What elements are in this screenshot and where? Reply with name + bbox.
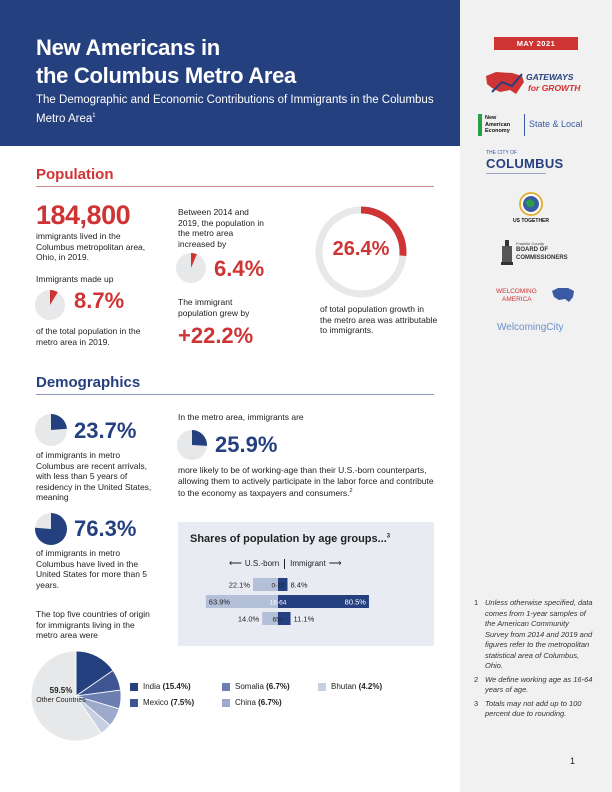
legend-swatch xyxy=(130,699,138,707)
columbus-main-text: COLUMBUS xyxy=(486,156,564,171)
category-label-16-64: 16-64 xyxy=(269,599,287,607)
subtitle-text: The Demographic and Economic Contributions of Immigrants in the Columbus Metro Area xyxy=(36,94,434,125)
subtitle-footnote-ref: 1 xyxy=(92,113,96,119)
long-desc: of immigrants in metro Columbus have lived in the United States for more than 5 years. xyxy=(36,548,148,590)
nae-text-1: New xyxy=(485,115,497,121)
franklin-county-logo xyxy=(500,238,568,270)
legend-swatch xyxy=(318,683,326,691)
category-label-65+: 65+ xyxy=(272,616,284,624)
population-rule xyxy=(36,186,434,187)
demographics-rule xyxy=(36,394,434,395)
legend-swatch xyxy=(130,683,138,691)
recent-pie-icon xyxy=(34,413,68,447)
share-desc: of total population growth in the metro area was attributable to immigrants. xyxy=(320,304,438,335)
other-countries-pct: 59.5% xyxy=(49,686,73,695)
made-up-pct: 8.7% xyxy=(74,288,125,313)
footnotes xyxy=(474,598,594,720)
gateways-for-growth-logo xyxy=(482,68,592,102)
nae-divider xyxy=(524,114,525,136)
top5-text: The top five countries of origin for immigrants living in the metro area were xyxy=(36,609,150,640)
nae-text-2: American xyxy=(485,121,511,128)
columbus-top-text: THE CITY OF xyxy=(486,150,518,156)
gateways-text-2: for GROWTH xyxy=(528,83,581,93)
other-countries-label xyxy=(36,686,86,706)
globe-icon xyxy=(508,192,554,218)
age-chart-title xyxy=(190,533,390,545)
age-chart-svg xyxy=(178,576,434,636)
welcoming-city-logo: WelcomingCity xyxy=(497,322,564,333)
us-together-logo xyxy=(508,192,554,226)
legend-bhutan: Bhutan (4.2%) xyxy=(318,682,382,691)
arrow-right-icon: ⟶ xyxy=(328,558,342,568)
recent-desc: of immigrants in metro Columbus are recent arrivals, with less than 5 years of residency in the United States, meaning xyxy=(36,450,152,502)
nae-bar-icon xyxy=(478,114,482,136)
category-label-0-15: 0-15 xyxy=(271,582,285,590)
legend-swatch xyxy=(222,699,230,707)
working-pie-icon xyxy=(176,429,208,461)
age-chart-legend xyxy=(229,558,342,569)
legend-us-born: U.S.-born xyxy=(244,559,280,568)
working-intro: In the metro area, immigrants are xyxy=(178,412,304,422)
working-pct: 25.9% xyxy=(215,432,278,457)
us-silhouette-icon xyxy=(550,286,576,304)
label-immigrant-16-64: 80.5% xyxy=(344,597,366,607)
increase-pie-icon xyxy=(175,252,207,284)
welcoming-america-logo xyxy=(496,286,582,306)
other-countries-name: Other Countries xyxy=(36,697,86,704)
legend-immigrant: Immigrant xyxy=(290,559,326,568)
label-immigrant-65+: 11.1% xyxy=(293,614,315,624)
growth-pct: +22.2% xyxy=(178,323,254,348)
recent-pie-slice xyxy=(51,414,67,430)
immigrants-count: 184,800 xyxy=(36,200,131,230)
arrow-left-icon: ⟵ xyxy=(229,558,242,568)
footnote-2: 2 We define working age as 16-64 years of age. xyxy=(474,674,593,694)
long-term-pie-icon xyxy=(34,512,68,546)
age-chart-title-text: Shares of population by age groups... xyxy=(190,533,387,545)
nae-state-local: State & Local xyxy=(529,119,583,129)
made-up-desc: of the total population in the metro area in 2019. xyxy=(36,326,141,347)
welcoming-america-text-2: AMERICA xyxy=(502,296,532,303)
share-pct: 26.4% xyxy=(332,238,390,260)
page-subtitle xyxy=(36,92,436,127)
long-pct: 76.3% xyxy=(74,516,137,541)
made-up-label: Immigrants made up xyxy=(36,274,114,284)
legend-mexico: Mexico (7.5%) xyxy=(130,698,194,707)
recent-pct: 23.7% xyxy=(74,418,137,443)
franklin-text-1: BOARD OF xyxy=(516,247,548,253)
legend-swatch xyxy=(222,683,230,691)
made-up-pie-icon xyxy=(34,289,66,321)
label-immigrant-0-15: 8.4% xyxy=(290,580,308,590)
label-us-born-65+: 14.0% xyxy=(237,614,260,624)
welcoming-america-text-1: WELCOMING xyxy=(496,288,537,295)
us-map-icon xyxy=(482,68,526,98)
page-title xyxy=(36,34,436,90)
demographics-heading: Demographics xyxy=(36,374,141,391)
legend-china: China (6.7%) xyxy=(222,698,282,707)
city-of-columbus-logo xyxy=(486,150,564,174)
working-desc xyxy=(178,465,434,498)
working-desc-text: more likely to be of working-age than their U.S.-born counterparts, allowing them to actively participate in the labor force and contribute to the economy as taxpayers and consumers. xyxy=(178,465,434,498)
gateways-text-1: GATEWAYS xyxy=(526,72,574,82)
columbus-underline xyxy=(486,173,546,174)
legend-somalia: Somalia (6.7%) xyxy=(222,682,290,691)
courthouse-icon xyxy=(500,238,514,268)
footnote-3: 3 Totals may not add up to 100 percent due to rounding. xyxy=(474,698,582,718)
title-line-1: New Americans in xyxy=(36,35,220,60)
page-number: 1 xyxy=(570,756,576,766)
title-line-2: the Columbus Metro Area xyxy=(36,63,296,88)
label-us-born-16-64: 63.9% xyxy=(208,597,231,607)
country-legend xyxy=(130,682,440,712)
label-us-born-0-15: 22.1% xyxy=(228,580,251,590)
immigrants-count-desc: immigrants lived in the Columbus metropolitan area, Ohio, in 2019. xyxy=(36,231,146,262)
franklin-top-text: Franklin County xyxy=(516,241,545,246)
new-american-economy-logo xyxy=(478,114,593,136)
us-together-text: US TOGETHER xyxy=(512,218,550,224)
legend-india: India (15.4%) xyxy=(130,682,191,691)
growth-text: The immigrant population grew by xyxy=(178,297,250,318)
nae-text-3: Economy xyxy=(485,128,510,134)
population-heading: Population xyxy=(36,166,114,183)
legend-divider xyxy=(284,559,285,569)
age-chart-footnote-ref: 3 xyxy=(386,533,391,540)
working-pie-slice xyxy=(192,430,207,446)
date-badge: MAY 2021 xyxy=(494,37,578,50)
working-footnote-ref: 2 xyxy=(349,488,353,494)
franklin-text-2: COMMISSIONERS xyxy=(516,254,568,261)
increase-text: Between 2014 and 2019, the population in the metro area increased by xyxy=(178,207,265,249)
increase-pct: 6.4% xyxy=(214,256,265,281)
footnote-1: 1 Unless otherwise specified, data comes from 1-year samples of the American Community Survey from 2014 and 2019 and figures refer to the metropolitan statistical area of Columbus, Ohio. xyxy=(474,598,593,670)
